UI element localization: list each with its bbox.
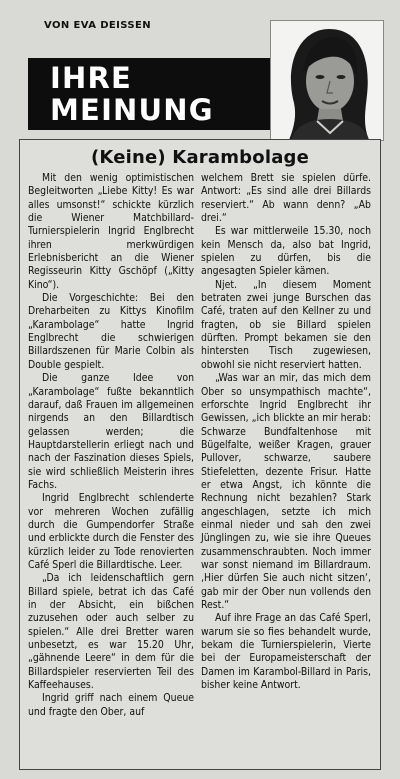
article-headline: (Keine) Karambolage [90, 147, 310, 168]
author-portrait-icon [271, 21, 383, 140]
paragraph: „Da ich leidenschaftlich gern Billard spiele, betrat ich das Café in der Absicht, ein bißchen zuzusehen oder auch selber zu spielen.“ Alle drei Bretter waren unbesetzt, es war 15.20 Uhr, „gähnende Leere“ in dem für die Billardspieler reservierten Teil des Kaffeehauses. [28, 572, 194, 692]
paragraph: Ingrid Englbrecht schlenderte vor mehreren Wochen zufällig durch die Gumpendorfer Straße und erblickte durch die Fenster des kürzlich leider zu Tode renovierten Café Sperl die Billardtische. Leer. [28, 492, 194, 571]
paragraph: Mit den wenig optimistischen Begleitworten „Liebe Kitty! Es war alles umsonst!“ schickte kürzlich die Wiener Matchbillard-Turnierspielerin Ingrid Englbrecht ihren merkwürdigen Erlebnisbericht an die Wiener Regisseurin Kitty Gschöpf („Kitty Kino“). [28, 172, 194, 291]
section-title-line-2: MEINUNG [50, 93, 214, 127]
paragraph: Es war mittlerweile 15.30, noch kein Mensch da, also bat Ingrid, spielen zu dürfen, bis die angesagten Spieler kämen. [201, 225, 371, 278]
paragraph: welchem Brett sie spielen dürfe. Antwort: „Es sind alle drei Billards reserviert.“ Ab wann denn? „Ab drei.“ [201, 172, 371, 225]
paragraph: Die ganze Idee von „Karambolage“ fußte bekanntlich darauf, daß Frauen im allgemeinen nirgends an den Billardtisch gelassen werden; die Hauptdarstellerin erliegt nach und nach der Faszination dieses Spiels, sie wird schließlich Meisterin ihres Fachs. [28, 372, 194, 491]
section-title-bar [28, 58, 270, 130]
byline: VON EVA DEISSEN [44, 20, 152, 31]
paragraph: Ingrid griff nach einem Queue und fragte den Ober, auf [28, 692, 194, 718]
article-column-left [28, 172, 194, 719]
paragraph: Njet. „In diesem Moment betraten zwei junge Burschen das Café, traten auf den Kellner zu und fragten, ob sie Billard spielen dürften. Prompt bekamen sie den hintersten Tisch zugewiesen, obwohl sie nicht reserviert hatten. [201, 278, 371, 371]
paragraph: Die Vorgeschichte: Bei den Dreharbeiten zu Kittys Kinofilm „Karambolage“ hatte Ingrid Englbrecht die schwierigen Billardszenen für Marie Colbin als Double gespielt. [28, 292, 194, 371]
paragraph: Auf ihre Frage an das Café Sperl, warum sie so fies behandelt wurde, bekam die Turnierspielerin, Vierte bei der Europameisterschaft der Damen im Karambol-Billard in Paris, bisher keine Antwort. [201, 612, 371, 692]
article-column-right [201, 172, 371, 692]
section-title-line-1: IHRE [50, 61, 133, 95]
paragraph: „Was war an mir, das mich dem Ober so unsympathisch machte“, erforschte Ingrid Englbrecht ihr Gewissen, „ich blickte an mir herab: Schwarze Bundfaltenhose mit Bügelfalte, weißer Kragen, grauer Pullover, schwarze, saubere Stiefeletten, dezente Frisur. Hatte er etwa Angst, ich könnte die Rechnung nicht bezahlen? Stark angeschlagen, setzte ich mich einmal nieder und sah den zwei Jünglingen zu, wie sie ihre Queues zusammenschraubten. Noch immer war sonst niemand im Billardraum. ‚Hier dürfen Sie auch nicht sitzen‘, gab mir der Ober nun vollends den Rest.“ [201, 372, 371, 611]
author-portrait [270, 20, 384, 141]
